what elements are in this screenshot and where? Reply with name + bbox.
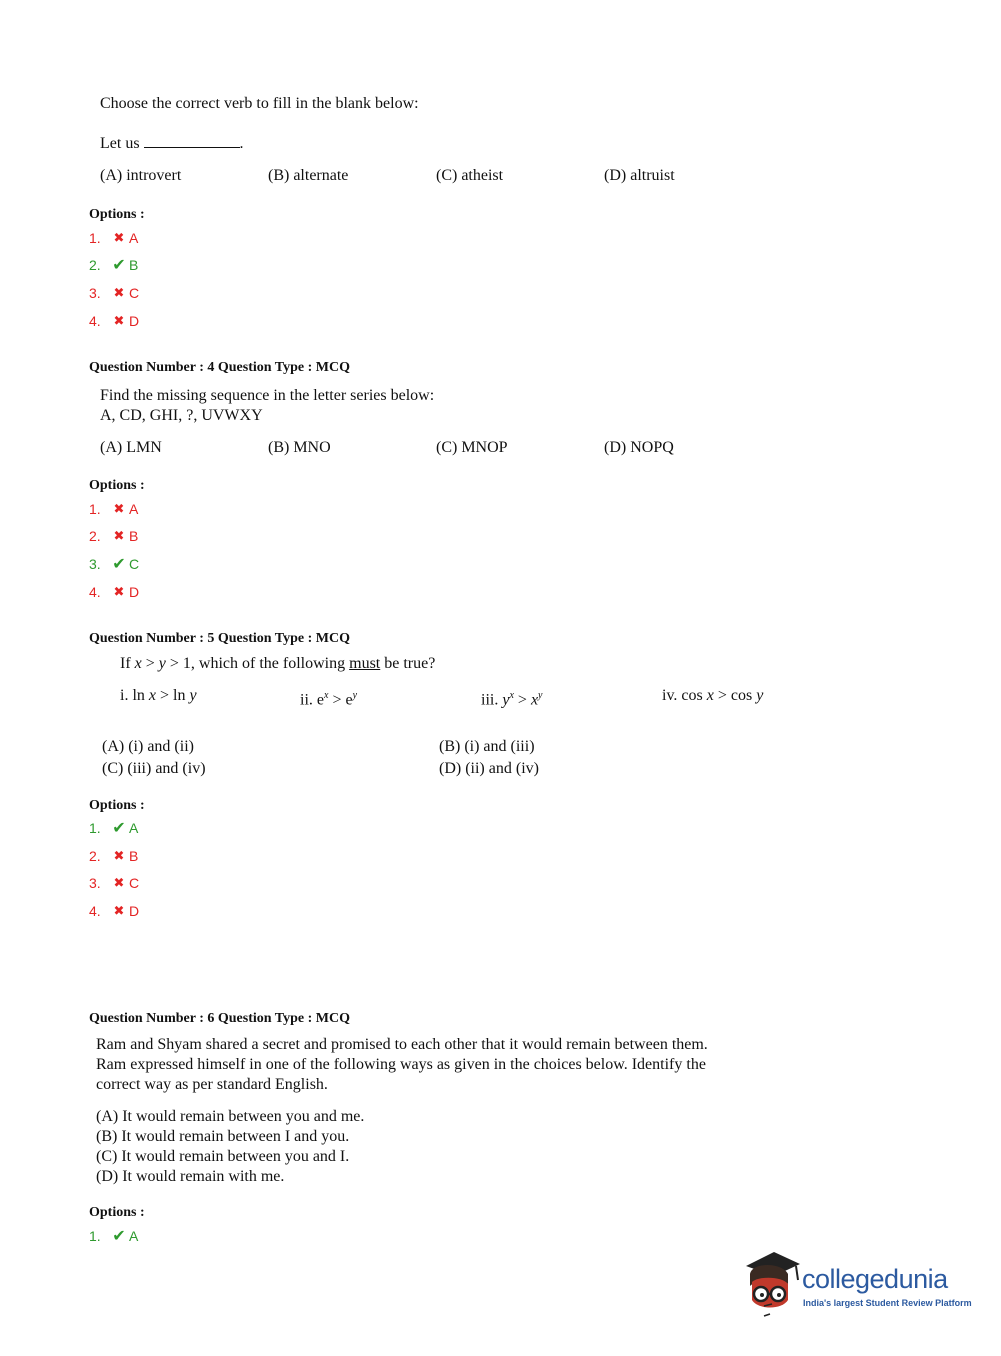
option-label: A (129, 1228, 139, 1244)
q5-choice-d: (D) (ii) and (iv) (439, 760, 539, 777)
q5-prompt-part: be true? (380, 655, 436, 672)
cross-icon: ✖ (113, 501, 125, 516)
check-icon: ✔ (112, 1228, 126, 1245)
option-label: A (129, 230, 139, 246)
q5-option-1 (89, 818, 138, 838)
stmt-sup: y (538, 690, 543, 701)
q3-stem-suffix: . (239, 135, 244, 152)
q5-prompt-part: > (141, 655, 159, 672)
q5-options-label: Options : (89, 798, 145, 813)
stmt-part: ii. e (300, 691, 324, 709)
logo-wordmark: collegedunia (802, 1264, 948, 1294)
q3-option-4 (89, 311, 139, 331)
q5-prompt-part: > 1, which of the following (165, 655, 350, 672)
q4-option-2 (89, 526, 138, 546)
q3-choice-a: (A) introvert (100, 167, 182, 184)
option-label: B (129, 848, 139, 864)
stmt-part: iii. (481, 691, 503, 709)
stmt-sup: x (509, 690, 514, 701)
q5-var-y: y (158, 655, 166, 672)
stmt-part: > (513, 691, 531, 709)
stmt-var: x (706, 687, 714, 704)
option-number: 1. (89, 820, 101, 836)
q5-prompt-part: If (120, 655, 135, 672)
stmt-var: y (502, 691, 510, 709)
stmt-sup: x (324, 690, 329, 701)
cross-icon: ✖ (113, 903, 125, 918)
q6-choice-c: (C) It would remain between you and I. (96, 1148, 350, 1165)
option-number: 1. (89, 230, 101, 246)
option-label: B (129, 257, 139, 273)
q3-choice-b: (B) alternate (268, 167, 349, 184)
stmt-part: iv. cos (662, 687, 707, 704)
q5-must-underlined: must (349, 655, 381, 672)
q5-option-3 (89, 873, 139, 893)
q6-prompt-line1: Ram and Shyam shared a secret and promised to each other that it would remain between them. (96, 1036, 708, 1053)
q4-header: Question Number : 4 Question Type : MCQ (89, 360, 350, 375)
q5-option-4 (89, 901, 139, 921)
option-label: C (129, 875, 140, 891)
q6-choice-d: (D) It would remain with me. (96, 1168, 285, 1185)
q6-option-1 (89, 1226, 138, 1246)
q3-option-2 (89, 255, 138, 275)
option-number: 2. (89, 528, 101, 544)
q4-choice-c: (C) MNOP (436, 439, 508, 456)
q6-choice-a: (A) It would remain between you and me. (96, 1108, 365, 1125)
stmt-sup: y (352, 690, 358, 701)
q5-var-x: x (134, 655, 142, 672)
option-number: 4. (89, 584, 101, 600)
q3-prompt: Choose the correct verb to fill in the blank below: (100, 95, 419, 112)
stmt-part: > ln (156, 687, 190, 704)
q5-choice-c: (C) (iii) and (iv) (102, 760, 206, 777)
q3-blank (144, 133, 240, 148)
q3-option-1 (89, 228, 138, 248)
cross-icon: ✖ (113, 528, 125, 543)
check-icon: ✔ (112, 556, 126, 573)
q3-choice-c: (C) atheist (436, 167, 504, 184)
option-number: 1. (89, 1228, 101, 1244)
collegedunia-logo (742, 1250, 972, 1322)
check-icon: ✔ (112, 257, 126, 274)
option-label: A (129, 501, 139, 517)
q4-option-4 (89, 582, 139, 602)
q6-choice-b: (B) It would remain between I and you. (96, 1128, 350, 1145)
option-number: 2. (89, 257, 101, 273)
q6-header: Question Number : 6 Question Type : MCQ (89, 1011, 350, 1026)
stmt-part: i. ln (120, 687, 149, 704)
q4-choice-d: (D) NOPQ (604, 439, 674, 456)
option-label: B (129, 528, 139, 544)
option-number: 3. (89, 556, 101, 572)
cross-icon: ✖ (113, 848, 125, 863)
cross-icon: ✖ (113, 313, 125, 328)
q5-statement-1 (120, 686, 197, 706)
cross-icon: ✖ (113, 875, 125, 890)
q6-options-label: Options : (89, 1205, 145, 1220)
q4-prompt-line2: A, CD, GHI, ?, UVWXY (100, 407, 263, 424)
option-label: D (129, 903, 140, 919)
cross-icon: ✖ (113, 285, 125, 300)
stmt-var: x (530, 691, 539, 709)
q4-choice-a: (A) LMN (100, 439, 162, 456)
q6-prompt-line2: Ram expressed himself in one of the following ways as given in the choices below. Identify the (96, 1056, 706, 1073)
option-label: C (129, 285, 140, 301)
option-label: D (129, 584, 140, 600)
q4-choice-b: (B) MNO (268, 439, 331, 456)
cross-icon: ✖ (113, 230, 125, 245)
logo-tagline: India's largest Student Review Platform (803, 1298, 972, 1308)
q3-option-3 (89, 283, 139, 303)
q3-stem (100, 133, 244, 154)
stmt-var: x (148, 687, 156, 704)
stmt-var: y (756, 687, 764, 704)
option-label: D (129, 313, 140, 329)
option-number: 3. (89, 285, 101, 301)
q5-choice-a: (A) (i) and (ii) (102, 738, 194, 755)
option-number: 3. (89, 875, 101, 891)
option-number: 1. (89, 501, 101, 517)
option-number: 4. (89, 313, 101, 329)
stmt-part: > cos (713, 687, 757, 704)
q6-prompt-line3: correct way as per standard English. (96, 1076, 328, 1093)
option-number: 4. (89, 903, 101, 919)
q4-prompt-line1: Find the missing sequence in the letter series below: (100, 387, 435, 404)
mascot-icon (742, 1250, 804, 1322)
check-icon: ✔ (112, 820, 126, 837)
option-number: 2. (89, 848, 101, 864)
q5-header: Question Number : 5 Question Type : MCQ (89, 631, 350, 646)
q5-statement-4 (662, 686, 763, 706)
q4-options-label: Options : (89, 478, 145, 493)
option-label: A (129, 820, 139, 836)
stmt-var: y (189, 687, 197, 704)
q4-option-3 (89, 554, 139, 574)
q5-prompt (120, 654, 435, 674)
q5-statement-2 (300, 686, 357, 710)
q3-options-label: Options : (89, 207, 145, 222)
q5-choice-b: (B) (i) and (iii) (439, 738, 535, 755)
q5-statement-3 (481, 686, 543, 710)
q3-stem-prefix: Let us (100, 135, 140, 152)
q4-option-1 (89, 499, 138, 519)
stmt-part: > e (328, 691, 353, 709)
q3-choice-d: (D) altruist (604, 167, 675, 184)
option-label: C (129, 556, 140, 572)
q5-option-2 (89, 846, 138, 866)
cross-icon: ✖ (113, 584, 125, 599)
